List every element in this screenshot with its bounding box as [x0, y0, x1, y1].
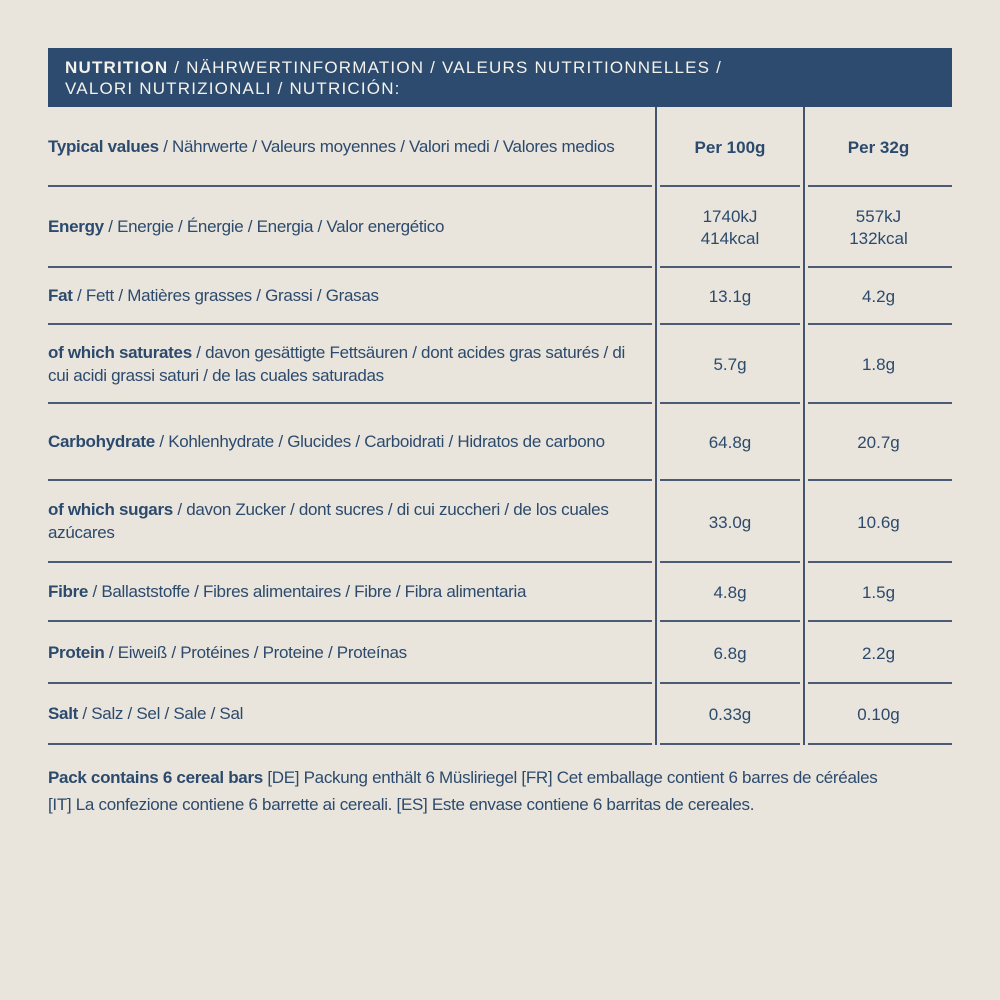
table-row-protein — [48, 622, 952, 684]
column-header-per-100g: Per 100g — [655, 107, 803, 187]
pack-contents-note — [48, 765, 952, 819]
nutrient-label: of which saturates / davon gesättigte Fettsäuren / dont acides gras saturés / di cui acidi grassi saturi / de las cuales saturadas — [48, 325, 655, 404]
pack-contents-line2: [IT] La confezione contiene 6 barrette ai cereali. [ES] Este envase contiene 6 barritas de cereales. — [48, 795, 755, 815]
value-per-100g: 6.8g — [655, 622, 803, 684]
value-per-100g: 4.8g — [655, 563, 803, 622]
column-header-per-32g: Per 32g — [803, 107, 952, 187]
nutrient-label: Protein / Eiweiß / Protéines / Proteine / Proteínas — [48, 622, 655, 684]
table-row-sugars — [48, 481, 952, 563]
nutrient-label: Carbohydrate / Kohlenhydrate / Glucides / Carboidrati / Hidratos de carbono — [48, 404, 655, 481]
value-per-100g: 13.1g — [655, 268, 803, 325]
value-per-100g: 0.33g — [655, 684, 803, 745]
value-per-32g: 557kJ 132kcal — [803, 187, 952, 268]
pack-contents-line1: Pack contains 6 cereal bars [DE] Packung enthält 6 Müsliriegel [FR] Cet emballage contient 6 barres de céréales — [48, 768, 878, 788]
nutrient-label: Fat / Fett / Matières grasses / Grassi / Grasas — [48, 268, 655, 325]
table-row-energy — [48, 187, 952, 268]
header-title-bold: NUTRITION — [65, 58, 169, 77]
value-per-32g: 20.7g — [803, 404, 952, 481]
column-header-row — [48, 107, 952, 187]
nutrition-header-bar — [48, 48, 952, 107]
value-per-100g: 64.8g — [655, 404, 803, 481]
header-title-line1 — [65, 57, 935, 78]
nutrient-label: Energy / Energie / Énergie / Energia / Valor energético — [48, 187, 655, 268]
nutrition-label — [48, 48, 952, 819]
value-per-100g: 5.7g — [655, 325, 803, 404]
value-per-32g: 1.5g — [803, 563, 952, 622]
table-row-saturates — [48, 325, 952, 404]
value-per-32g: 0.10g — [803, 684, 952, 745]
value-per-32g: 1.8g — [803, 325, 952, 404]
nutrient-label: Salt / Salz / Sel / Sale / Sal — [48, 684, 655, 745]
value-per-32g: 4.2g — [803, 268, 952, 325]
value-per-32g: 10.6g — [803, 481, 952, 563]
nutrition-table — [48, 107, 952, 745]
header-title-line2: VALORI NUTRIZIONALI / NUTRICIÓN: — [65, 79, 401, 99]
column-header-typical-values: Typical values / Nährwerte / Valeurs moyennes / Valori medi / Valores medios — [48, 107, 655, 187]
value-per-100g: 33.0g — [655, 481, 803, 563]
value-per-100g: 1740kJ 414kcal — [655, 187, 803, 268]
table-row-fibre — [48, 563, 952, 622]
header-title-rest: / NÄHRWERTINFORMATION / VALEURS NUTRITIONNELLES / — [168, 58, 723, 77]
value-per-32g: 2.2g — [803, 622, 952, 684]
table-row-carbohydrate — [48, 404, 952, 481]
table-row-fat — [48, 268, 952, 325]
nutrient-label: of which sugars / davon Zucker / dont sucres / di cui zuccheri / de los cuales azúcares — [48, 481, 655, 563]
table-row-salt — [48, 684, 952, 745]
nutrient-label: Fibre / Ballaststoffe / Fibres alimentaires / Fibre / Fibra alimentaria — [48, 563, 655, 622]
